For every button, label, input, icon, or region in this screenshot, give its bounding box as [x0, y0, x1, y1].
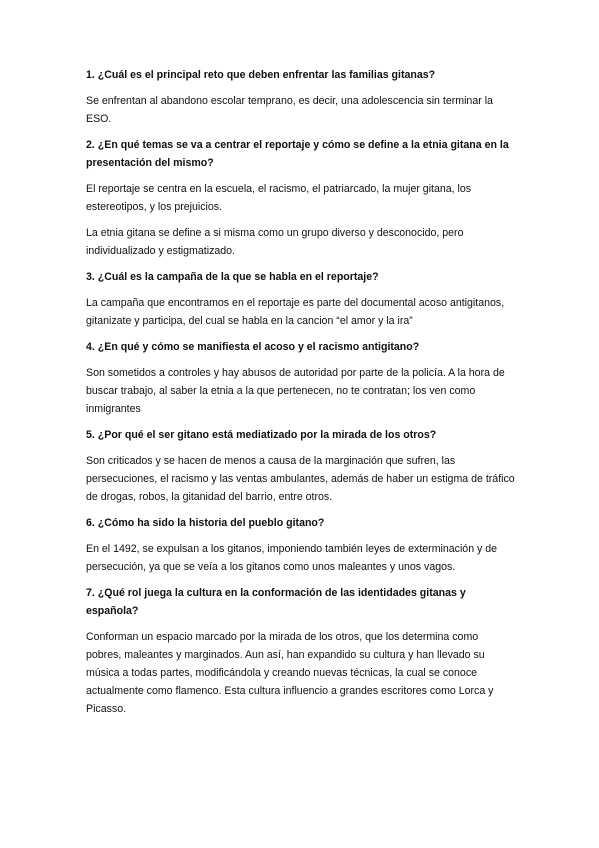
question-6: 6. ¿Cómo ha sido la historia del pueblo gitano?: [86, 517, 325, 529]
answer-4: Son sometidos a controles y hay abusos de autoridad por parte de la policía. A la hora de buscar trabajo, al saber la etnia a la que pertenecen, no te contratan; los ven como inmigrantes: [86, 367, 505, 415]
question-3: 3. ¿Cuál es la campaña de la que se habla en el reportaje?: [86, 271, 379, 283]
question-1: 1. ¿Cuál es el principal reto que deben enfrentar las familias gitanas?: [86, 69, 436, 81]
question-5: 5. ¿Por qué el ser gitano está mediatizado por la mirada de los otros?: [86, 429, 437, 441]
answer-3: La campaña que encontramos en el reportaje es parte del documental acoso antigitanos, gitanizate y participa, del cual se habla en la cancion “el amor y la ira”: [86, 297, 505, 327]
question-7: 7. ¿Qué rol juega la cultura en la conformación de las identidades gitanas y española?: [86, 587, 466, 617]
answer-6: En el 1492, se expulsan a los gitanos, imponiendo también leyes de exterminación y de persecución, ya que se veía a los gitanos como unos maleantes y unos vagos.: [86, 543, 498, 573]
answer-2a: El reportaje se centra en la escuela, el racismo, el patriarcado, la mujer gitana, los estereotipos, y los prejuicios.: [86, 183, 472, 213]
question-2: 2. ¿En qué temas se va a centrar el reportaje y cómo se define a la etnia gitana en la presentación del mismo?: [86, 139, 509, 169]
qa-block-6: [86, 514, 516, 576]
answer-1: Se enfrentan al abandono escolar temprano, es decir, una adolescencia sin terminar la ESO.: [86, 95, 493, 125]
document-page: [86, 66, 516, 726]
qa-block-7: [86, 584, 516, 718]
qa-block-1: [86, 66, 516, 128]
question-4: 4. ¿En qué y cómo se manifiesta el acoso y el racismo antigitano?: [86, 341, 420, 353]
qa-block-4: [86, 338, 516, 418]
qa-block-3: [86, 268, 516, 330]
qa-block-5: [86, 426, 516, 506]
answer-5: Son criticados y se hacen de menos a causa de la marginación que sufren, las persecuciones, el racismo y las ventas ambulantes, además de haber un estigma de tráfico de drogas, robos, la gitanidad del barrio, entre otros.: [86, 455, 515, 503]
answer-7: Conforman un espacio marcado por la mirada de los otros, que los determina como pobres, maleantes y marginados. Aun así, han expandido su cultura y han llevado su música a todas partes, modificándola y creando nuevas técnicas, la cual se conoce actualmente como flamenco. Esta cultura influencio a grandes escritores como Lorca y Picasso.: [86, 631, 494, 715]
answer-2b: La etnia gitana se define a si misma como un grupo diverso y desconocido, pero individualizado y estigmatizado.: [86, 227, 464, 257]
qa-block-2: [86, 136, 516, 260]
